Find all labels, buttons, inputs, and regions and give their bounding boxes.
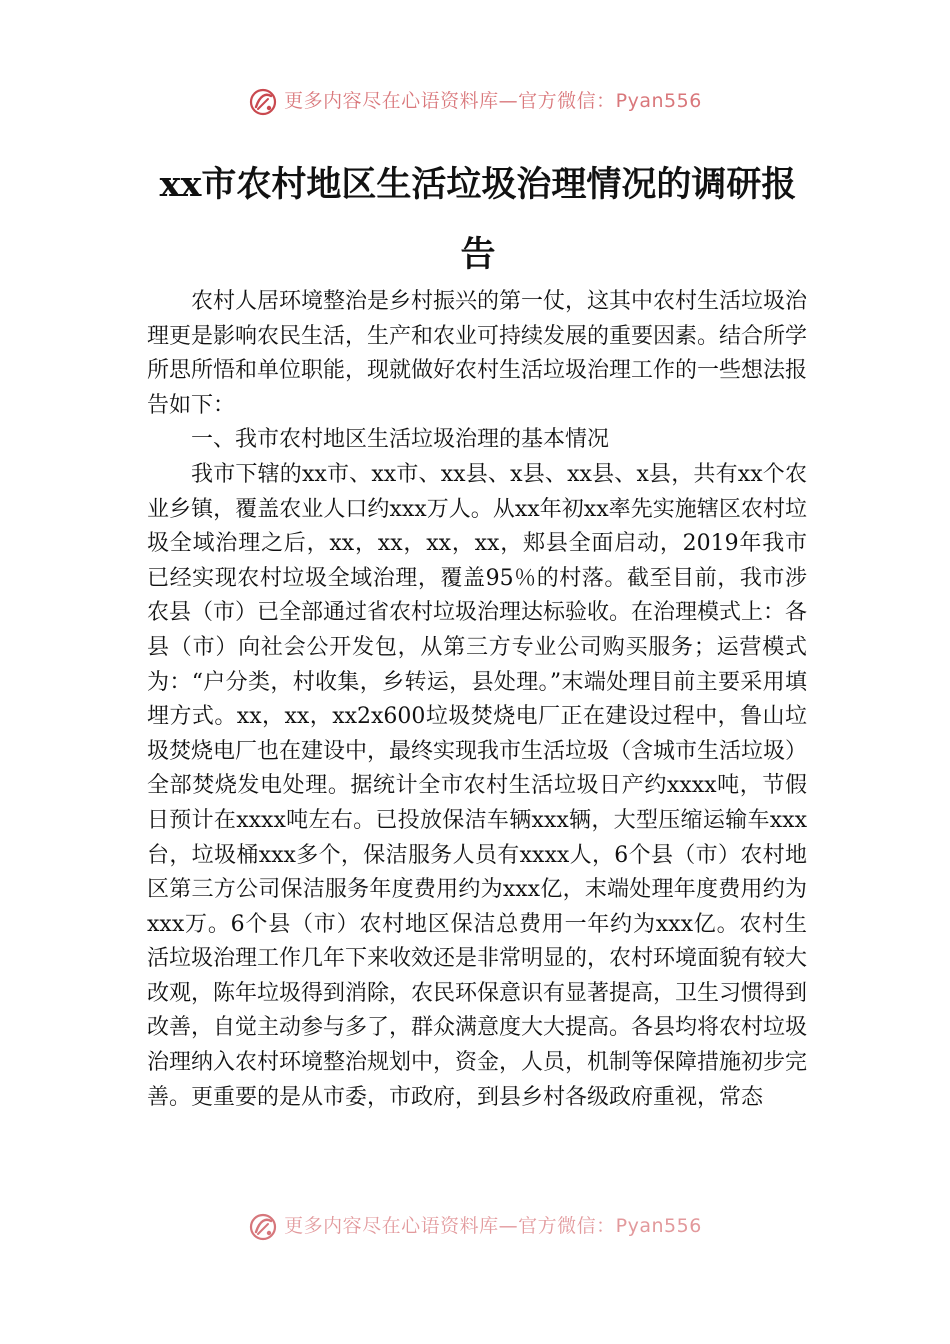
watermark-logo-icon <box>248 87 278 117</box>
watermark-text: 更多内容尽在心语资料库—官方微信：Pyan556 <box>284 1215 702 1237</box>
watermark-footer <box>0 1211 950 1242</box>
watermark-header <box>0 86 950 117</box>
document-body <box>147 285 807 1115</box>
document-title: xx市农村地区生活垃圾治理情况的调研报告 <box>159 164 797 275</box>
section-body-paragraph: 我市下辖的xx市、xx市、xx县、x县、xx县、x县，共有xx个农业乡镇，覆盖农业人口约xxx万人。从xx年初xx率先实施辖区农村垃圾全域治理之后，xx，xx，xx，xx，郏县全面启动，2019年我市已经实现农村垃圾全域治理，覆盖95％的村落。截至目前，我市涉农县（市）已全部通过省农村垃圾治理达标验收。在治理模式上：各县（市）向社会公开发包，从第三方专业公司购买服务；运营模式为：“户分类，村收集，乡转运，县处理。”末端处理目前主要采用填埋方式。xx，xx，xx2x600垃圾焚烧电厂正在建设过程中，鲁山垃圾焚烧电厂也在建设中，最终实现我市生活垃圾（含城市生活垃圾）全部焚烧发电处理。据统计全市农村生活垃圾日产约xxxx吨，节假日预计在xxxx吨左右。已投放保洁车辆xxx辆，大型压缩运输车xxx台，垃圾桶xxx多个，保洁服务人员有xxxx人，6个县（市）农村地区第三方公司保洁服务年度费用约为xxx亿，末端处理年度费用约为xxx万。6个县（市）农村地区保洁总费用一年约为xxx亿。农村生活垃圾治理工作几年下来收效还是非常明显的，农村环境面貌有较大改观，陈年垃圾得到消除，农民环保意识有显著提高，卫生习惯得到改善，自觉主动参与多了，群众满意度大大提高。各县均将农村垃圾治理纳入农村环境整治规划中，资金，人员，机制等保障措施初步完善。更重要的是从市委，市政府，到县乡村各级政府重视，常态 <box>147 461 808 1110</box>
section-heading: 一、我市农村地区生活垃圾治理的基本情况 <box>191 427 610 453</box>
intro-paragraph: 农村人居环境整治是乡村振兴的第一仗，这其中农村生活垃圾治理更是影响农民生活，生产和农业可持续发展的重要因素。结合所学所思所悟和单位职能，现就做好农村生活垃圾治理工作的一些想法报告如下： <box>147 289 808 418</box>
watermark-logo-icon <box>248 1212 278 1242</box>
watermark-text: 更多内容尽在心语资料库—官方微信：Pyan556 <box>284 90 702 112</box>
